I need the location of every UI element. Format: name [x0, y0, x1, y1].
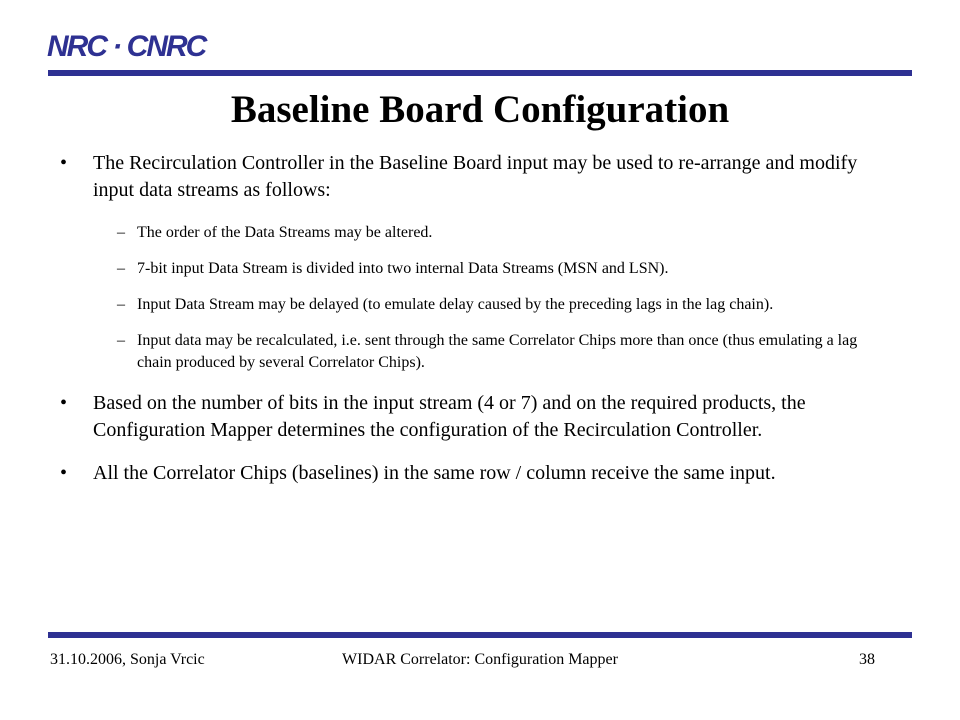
- sub-item: [60, 258, 880, 280]
- nrc-cnrc-logo: [45, 28, 235, 64]
- footer-title: WIDAR Correlator: Configuration Mapper: [342, 651, 618, 668]
- bullet-item: [60, 460, 880, 487]
- slide-title: Baseline Board Configuration: [230, 88, 730, 131]
- bullet-item: [60, 150, 880, 204]
- bullet-marker: •: [60, 392, 68, 414]
- dash-marker: –: [117, 260, 125, 277]
- slide-content: [60, 150, 880, 487]
- bullet-marker: •: [60, 462, 68, 484]
- dash-marker: –: [117, 296, 125, 313]
- footer-date-author: 31.10.2006, Sonja Vrcic: [50, 651, 205, 668]
- dash-marker: –: [117, 332, 125, 349]
- bullet-marker: •: [60, 152, 68, 174]
- sub-item: [60, 330, 880, 374]
- sub-item-text: Input data may be recalculated, i.e. sent through the same Correlator Chips more than once (thus emulating a lag chain produced by several Correlator Chips).: [137, 332, 858, 371]
- bullet-item: [60, 390, 880, 444]
- page-number: 38: [859, 651, 875, 668]
- sub-item-text: Input Data Stream may be delayed (to emulate delay caused by the preceding lags in the lag chain).: [137, 296, 774, 313]
- bullet-text: Based on the number of bits in the input stream (4 or 7) and on the required products, the Configuration Mapper determines the configuration of the Recirculation Controller.: [93, 392, 806, 441]
- footer-divider: [48, 632, 912, 638]
- dash-marker: –: [117, 224, 125, 241]
- sub-item-text: The order of the Data Streams may be altered.: [137, 224, 433, 241]
- sub-item-text: 7-bit input Data Stream is divided into two internal Data Streams (MSN and LSN).: [137, 260, 669, 277]
- header-divider: [48, 70, 912, 76]
- sub-item: [60, 222, 880, 244]
- logo-text: NRC · CNRC: [47, 30, 206, 63]
- bullet-text: All the Correlator Chips (baselines) in the same row / column receive the same input.: [93, 462, 776, 484]
- sub-item: [60, 294, 880, 316]
- bullet-text: The Recirculation Controller in the Baseline Board input may be used to re-arrange and modify input data streams as follows:: [93, 152, 858, 201]
- nrc-cnrc-logo-mark: [45, 28, 235, 64]
